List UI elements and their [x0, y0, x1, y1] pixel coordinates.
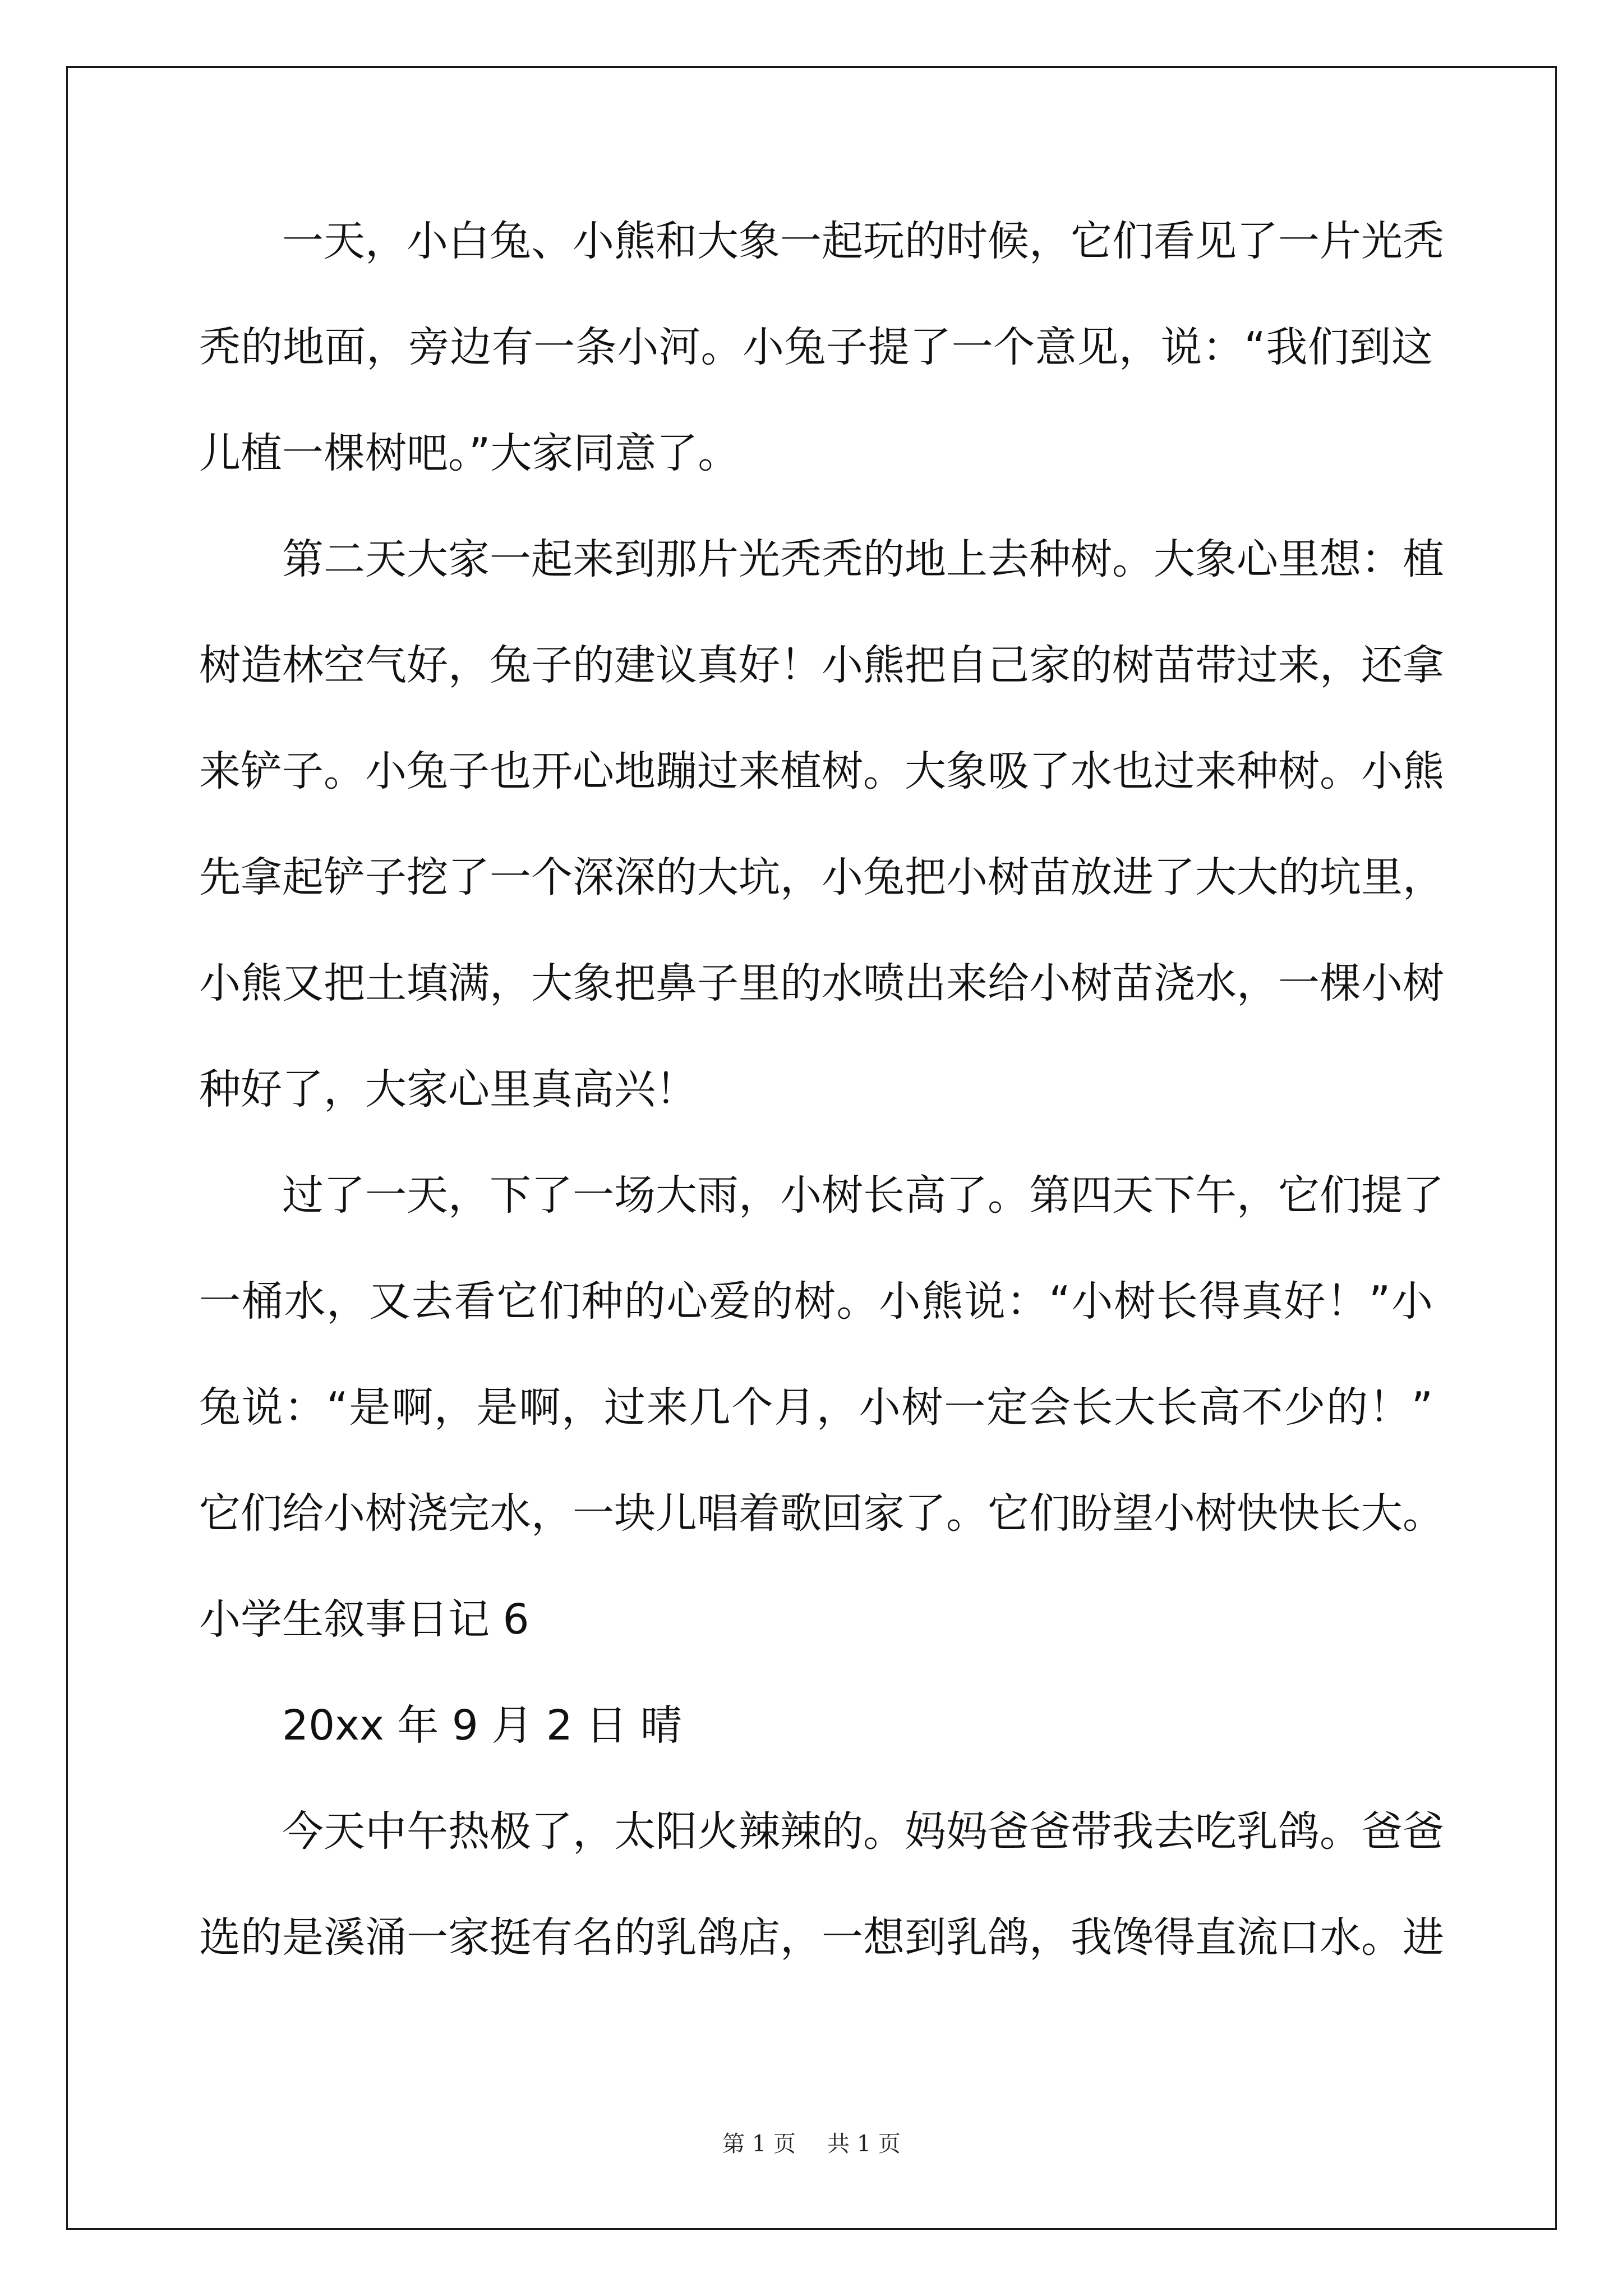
- section-heading: 小学生叙事日记 6: [199, 1595, 529, 1644]
- diary-date: 20xx 年 9 月 2 日 晴: [282, 1701, 683, 1750]
- text-line: 过了一天，下了一场大雨，小树长高了。第四天下午，它们提了: [282, 1171, 1444, 1220]
- text-line: 来铲子。小兔子也开心地蹦过来植树。大象吸了水也过来种树。小熊: [199, 747, 1444, 795]
- text-line: 种好了，大家心里真高兴！: [199, 1065, 697, 1114]
- text-line: 它们给小树浇完水，一块儿唱着歌回家了。它们盼望小树快快长大。: [199, 1489, 1444, 1538]
- text-line: 小熊又把土填满，大象把鼻子里的水喷出来给小树苗浇水，一棵小树: [199, 959, 1444, 1007]
- text-line: 先拿起铲子挖了一个深深的大坑，小兔把小树苗放进了大大的坑里，: [199, 853, 1444, 901]
- page-total: 共 1 页: [827, 2131, 901, 2157]
- text-line: 兔说：“是啊，是啊，过来几个月，小树一定会长大长高不少的！”: [199, 1383, 1433, 1432]
- text-line: 选的是溪涌一家挺有名的乳鸽店，一想到乳鸽，我馋得直流口水。进: [199, 1913, 1444, 1962]
- text-line: 一桶水，又去看它们种的心爱的树。小熊说：“小树长得真好！”小: [199, 1277, 1433, 1326]
- text-line: 第二天大家一起来到那片光秃秃的地上去种树。大象心里想：植: [282, 535, 1444, 583]
- text-line: 儿植一棵树吧。”大家同意了。: [199, 429, 740, 477]
- text-line: 秃的地面，旁边有一条小河。小兔子提了一个意见，说：“我们到这: [199, 323, 1433, 371]
- page-number: 第 1 页: [722, 2131, 796, 2157]
- page-footer: [0, 2126, 1623, 2158]
- document-body: [199, 213, 1444, 2016]
- text-line: 今天中午热极了，太阳火辣辣的。妈妈爸爸带我去吃乳鸽。爸爸: [282, 1807, 1444, 1856]
- text-line: 树造林空气好，兔子的建议真好！小熊把自己家的树苗带过来，还拿: [199, 641, 1444, 689]
- text-line: 一天，小白兔、小熊和大象一起玩的时候，它们看见了一片光秃: [282, 217, 1444, 265]
